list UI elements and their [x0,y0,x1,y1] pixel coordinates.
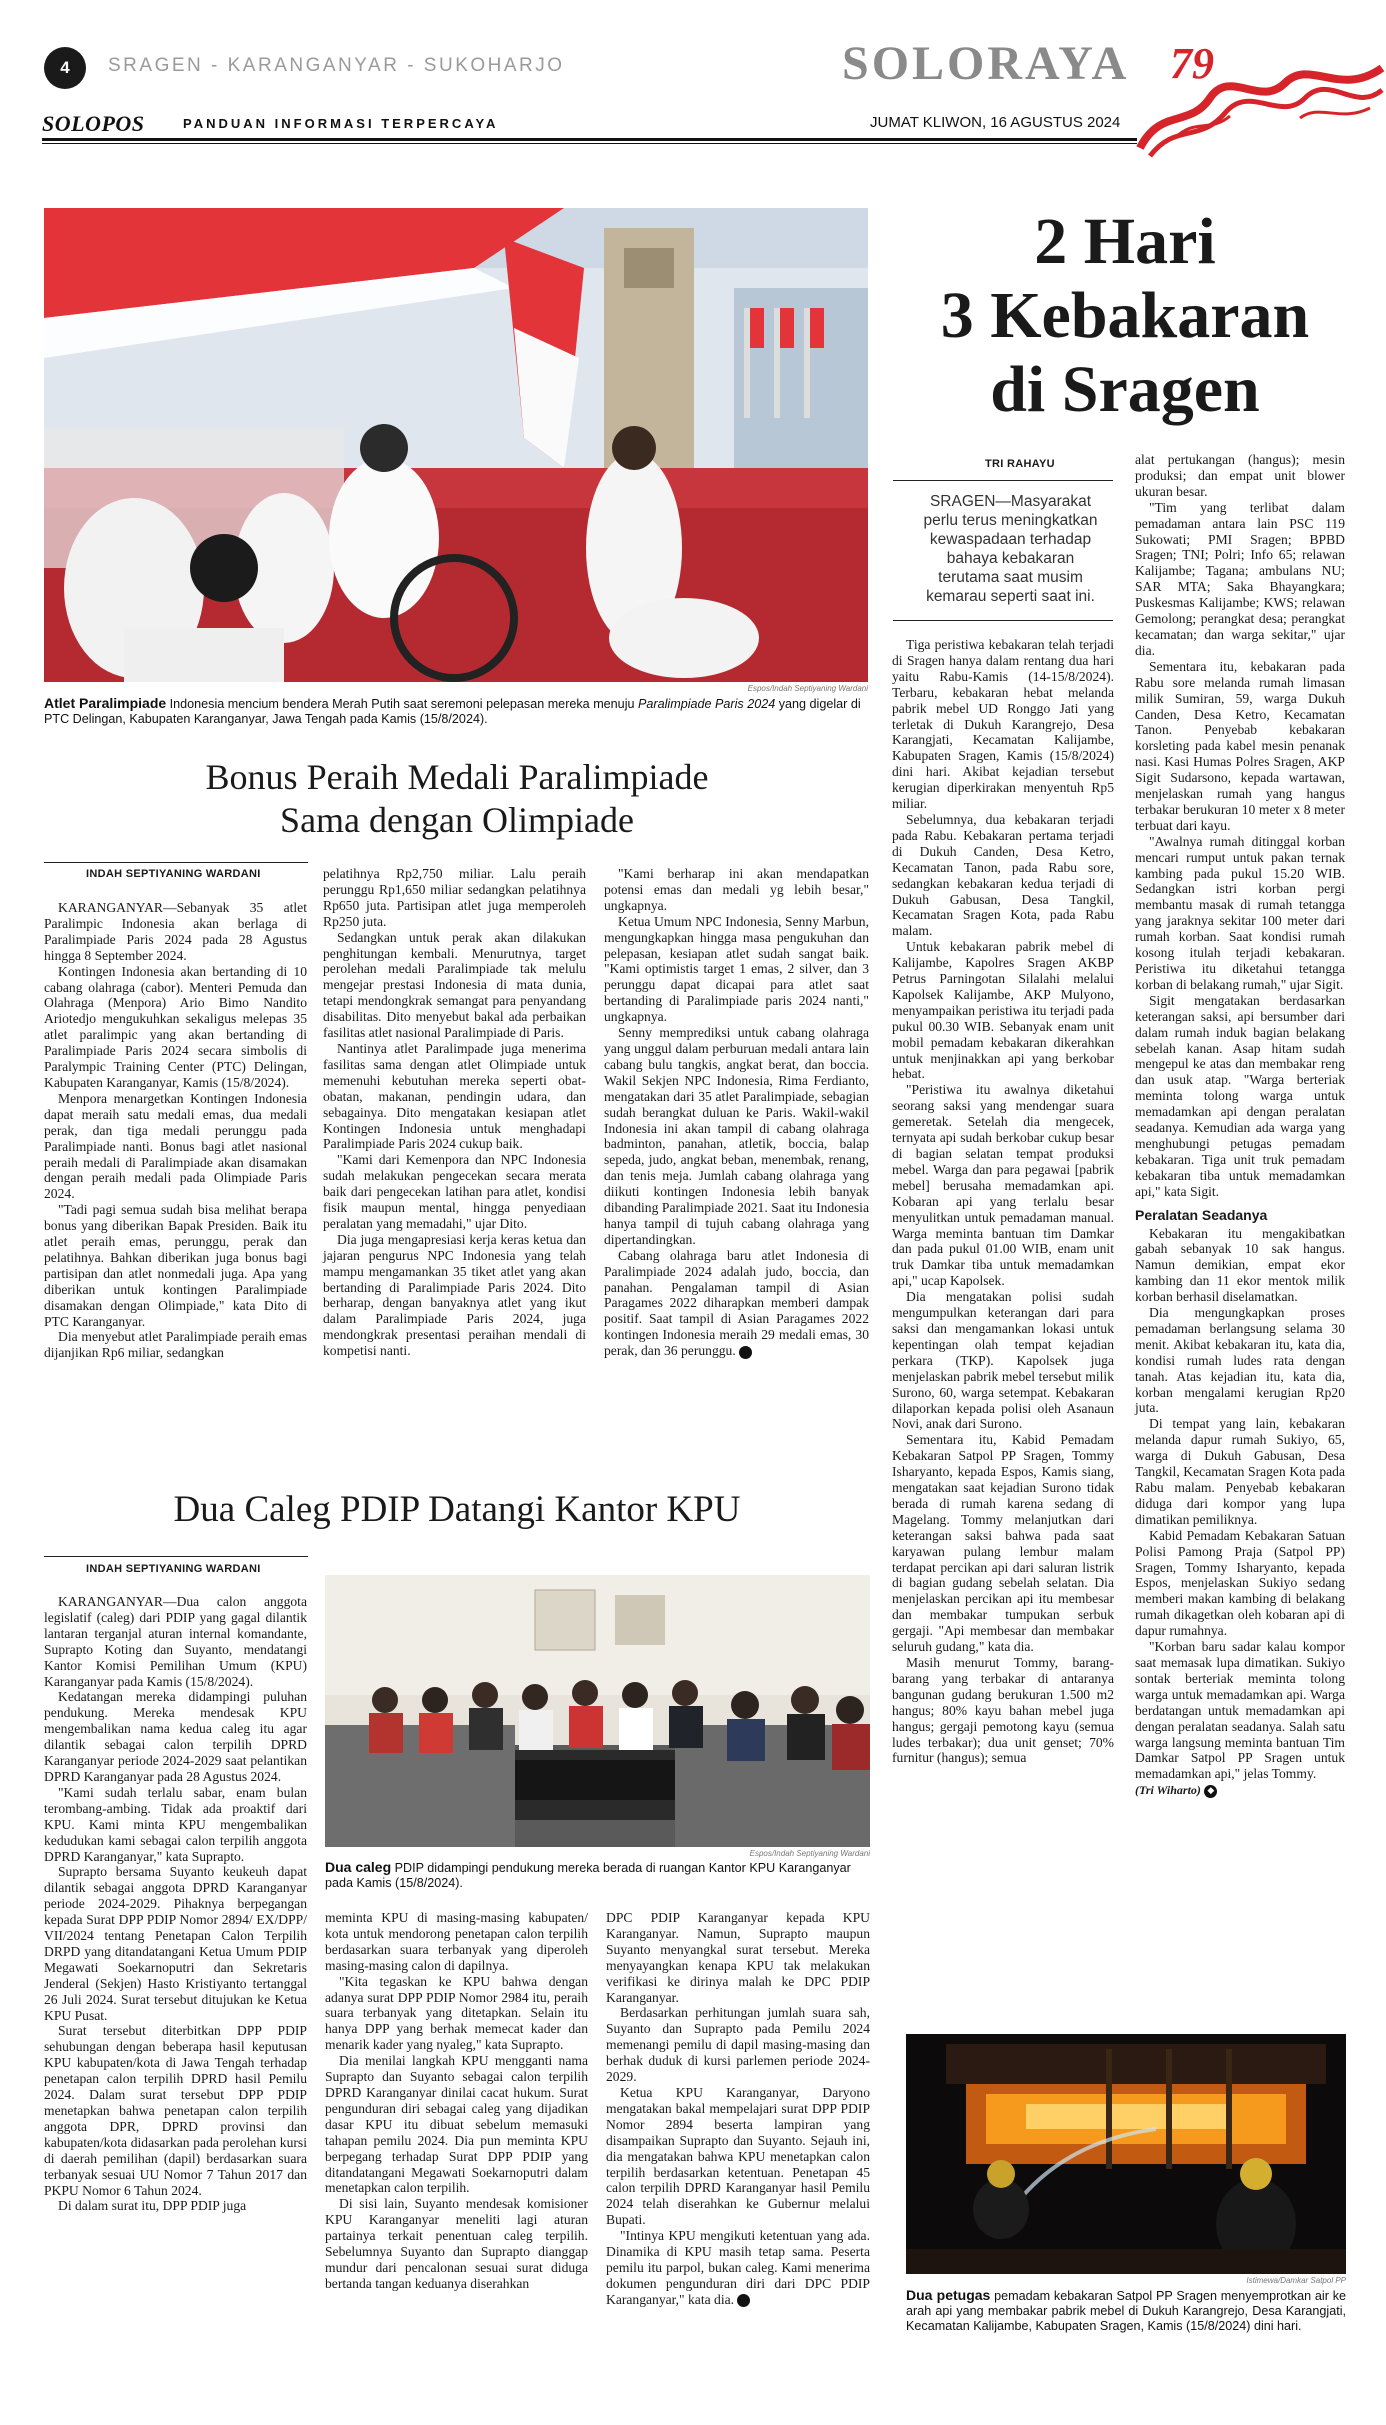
article2-col3 [606,1910,870,2308]
paragraph: KARANGANYAR—Sebanyak 35 atlet Paralimpic Indonesia akan berlaga di Paralimpiade Paris 2024 pada 28 Agustus hingga 8 September 2024. [44,900,307,963]
paragraph: Sedangkan untuk perak akan dilakukan penghitungan kembali. Menurutnya, target perolehan medali Paralimpiade tak melulu mengejar prestasi Indonesia di mata dunia, tetapi mendongkrak semangat para penyandang disabilitas. Dito menyebut bakal ada perbaikan fasilitas atlet nasional Paralimpiade di Paris. [323,929,586,1041]
paragraph: alat pertukangan (hangus); mesin produksi; dan empat unit blower ukuran besar. [1135,452,1345,499]
paragraph: "Peristiwa itu awalnya diketahui seorang saksi yang mendengar suara gemeretak. Setelah dia mengecek, ternyata api sudah berkobar cukup besar di bagian selatan tempat produksi mebel. Warga dan para pegawai [pabrik mebel] berusaha memadamkan api. Kobaran api yang terlalu besar menyulitkan untuk pemadaman manual. Warga meminta bantuan tim Damkar dan pada pukul 01.00 WIB, enam unit truk Damkar tiba untuk memadamkan api," ucap Kapolsek. [892,1082,1114,1289]
end-mark-icon: ◆ [1204,1785,1217,1798]
article1-col1 [44,900,307,1361]
anniversary-number: 79 [1170,39,1214,88]
paragraph: Suprapto bersama Suyanto keukeuh dapat dilantik sebagai anggota DPRD Karanganyar periode 2024-2029. Pihaknya berpegangan kepada Surat DPP PDIP Nomor 2894/ EX/DPP/ VII/2024 tentang Penetapan Calon Terpilih DRPD yang ditandatangani Ketua Umum PDIP Megawati Soekarnoputri dan Sekretaris Jenderal (Sekjen) Hasto Kristiyanto tertanggal 26 Juli 2024. Surat tersebut ditujukan ke Ketua KPU Pusat. [44,1864,307,2023]
photo1-caption-bold: Atlet Paralimpiade [44,695,167,711]
paragraph: Kabid Pemadam Kebakaran Satuan Polisi Pamong Praja (Satpol PP) Sragen, Tommy Isharyanto, kepada Espos, menjelaskan Sukiyo sedang memberi makan kambing di belakang rumah dikagetkan oleh kobaran api di dapur rumahnya. [1135,1527,1345,1639]
paragraph-text: Cabang olahraga baru atlet Indonesia di Paralimpiade 2024 adalah judo, boccia, dan panahan. Pengalaman tampil di Asian Paragames 2022 diharapkan memberi dampak positif. Saat tampil di Asian Paragames 2022 kontingen Indonesia meraih 29 medali emas, 30 perak, dan 36 perunggu. [604,1247,869,1359]
article1-headline-line1: Bonus Peraih Medali Paralimpiade [205,757,709,797]
paralympic-photo [44,208,868,682]
photo1-caption-text: Indonesia mencium bendera Merah Putih saat seremoni pelepasan mereka menuju [166,697,638,711]
paragraph: KARANGANYAR—Dua calon anggota legislatif (caleg) dari PDIP yang gagal dilantik lantaran terganjal aturan internal komandante, Suprapto Koting dan Suyanto, mendatangi Kantor Komisi Pemilihan Umum (KPU) Karanganyar pada Kamis (15/8/2024). [44,1594,307,1689]
paragraph: meminta KPU di masing-masing kabupaten/ kota untuk mendorong penetapan calon terpilih berdasarkan suara terbanyak yang diperoleh masing-masing calon di dapilnya. [325,1910,588,1973]
region-label: SRAGEN - KARANGANYAR - SUKOHARJO [108,55,565,76]
paragraph-text: "Intinya KPU mengikuti ketentuan yang ada. Dinamika di KPU masih tetap sama. Peserta pemilu itu parpol, bukan caleg. Kami menerima dokumen pengunduran diri dari DPC PDIP Karanganyar," kata dia. [606,2228,870,2307]
article3-signoff: (Tri Wiharto) [1135,1783,1201,1798]
header-rule [42,138,1137,141]
article3-headline-line1: 2 Hari [1034,205,1216,278]
photo1-credit: Espos/Indah Septiyaning Wardani [747,684,868,693]
paragraph: Berdasarkan perhitungan jumlah suara sah, Suyanto dan Suprapto pada Pemilu 2024 memenangi pemilu di dapil masing-masing dan berhak duduk di kursi parlemen periode 2024-2029. [606,2005,870,2085]
issue-date: JUMAT KLIWON, 16 AGUSTUS 2024 [870,114,1121,131]
kpu-meeting-photo [325,1575,870,1847]
paragraph: Dia menilai langkah KPU mengganti nama Suprapto dan Suyanto sebagai calon terpilih DPRD Karanganyar dinilai cacat hukum. Surat pengunduran diri sebagai caleg yang dijadikan dasar KPU itu dibuat sebelum memasuki tahapan pemilu 2024. Dia pun meminta KPU berpegang terhadap Surat DPP PDIP yang ditandatangani Megawati Soekarnoputri dalam menetapkan calon terpilih. [325,2053,588,2196]
paragraph: Nantinya atlet Paralimpade juga menerima fasilitas sama dengan atlet Olimpiade untuk memenuhi kebutuhan mereka seperti obat-obatan, makanan, pendingin udara, dan sebagainya. Dito mengatakan kesiapan atlet Kontingen Indonesia untuk menghadapi Paralimpiade Paris 2024 cukup baik. [323,1040,586,1152]
article2-byline-rule [44,1556,308,1557]
paragraph [606,2228,870,2308]
photo1-caption [44,696,870,727]
page-number: 4 [60,58,70,77]
section-title: SOLORAYA [842,37,1130,90]
paragraph: "Tadi pagi semua sudah bisa melihat berapa bonus yang diberikan Bapak Presiden. Baik itu atlet peraih emas, perunggu, perak dan pelatihnya. Bahkan diberikan juga bonus bagi partisipan dan atlet nonmedali juga. Apa yang diberikan untuk kontingen Paralimpiade disamakan dengan Olimpiade," kata Dito di PTC Karanganyar. [44,1202,307,1329]
article1-col3 [604,866,869,1359]
paragraph: Di sisi lain, Suyanto mendesak komisioner KPU Karanganyar meneliti lagi aturan partainya terkait penentuan caleg terpilih. Sebelumnya Suyanto dan Suprapto dianggap mundur dari pencalonan sesuai surat diduga bertanda tangan keduanya diserahkan [325,2196,588,2291]
end-mark-icon: ◆ [737,2294,750,2307]
article3-subhead: Peralatan Seadanya [1135,1206,1268,1223]
article3-headline-line2: 3 Kebakaran [940,279,1310,352]
paragraph: Surat tersebut diterbitkan DPP PDIP sehubungan dengan beberapa hasil keputusan KPU kabupaten/kota di Jawa Tengah terhadap penetapan calon terpilih DPRD hasil Pemilu 2024. Dalam surat tersebut DPP PDIP menetapkan bahwa penetapan calon terpilih anggota DPR, DPRD provinsi dan kabupaten/kota didasarkan pada perolehan kursi di daerah pemilihan (dapil) berdasarkan suara terbanyak sesuai UU Nomor 7 Tahun 2017 dan PKPU Nomor 6 Tahun 2024. [44,2023,307,2198]
article2-col2 [325,1910,588,2292]
paragraph: "Kita tegaskan ke KPU bahwa dengan adanya surat DPP PDIP Nomor 2984 itu, peraih suara terbanyak yang ditetapkan. Selain itu hanya DPP yang berhak memecat kader dan menarik kader yang nyaleg," kata Suprapto. [325,1973,588,2053]
photo2-caption-text: PDIP didampingi pendukung mereka berada di ruangan Kantor KPU Karanganyar pada Kamis (15/8/2024). [325,1861,851,1890]
article3-lead: SRAGEN—Masyarakat perlu terus meningkatkan kewaspadaan terhadap bahaya kebakaran terutama saat musim kemarau seperti saat ini. [923,493,1098,605]
article3-col2 [1135,452,1345,1799]
article3-byline-rule [893,480,1113,481]
paragraph: Ketua Umum NPC Indonesia, Senny Marbun, mengungkapkan hingga masa pengukuhan dan pelepasan, kesiapan atlet sudah sangat baik. "Kami optimistis target 1 emas, 2 silver, dan 3 perunggu dapat dicapai para atlet saat bertanding di Paralimpiade paris 2024 nanti," ungkapnya. [604,913,869,1025]
paragraph: Sementara itu, Kabid Pemadam Kebakaran Satpol PP Sragen, Tommy Isharyanto, kepada Espos, Kamis siang, mengatakan saat kejadian Surono tidak berada di rumah karena sedang di Magelang. Tommy melanjutkan dari keterangan saksi bahwa pada saat karyawan pulang lembur malam terdapat percikan api dari saluran listrik di bagian gudang sebelah selatan. Dia menjelaskan percikan api itu membesar dan membakar tumpukan serbuk gergaji. "Api membesar dan membakar seluruh gudang," kata dia. [892,1432,1114,1655]
paragraph: Menpora menargetkan Kontingen Indonesia dapat meraih satu medali emas, dua medali perak, dan tiga medali perunggu pada Paralimpiade nanti. Bonus bagi atlet nasional peraih medali di Paralimpiade akan disamakan dengan peraih medali pada Olimpiade Paris 2024. [44,1090,307,1202]
photo2-caption [325,1860,870,1891]
paragraph: Kebakaran itu mengakibatkan gabah sebanyak 10 sak hangus. Namun demikian, empat ekor kambing dan 11 ekor mentok milik korban berhasil diselamatkan. [1135,1225,1345,1305]
paragraph: Untuk kebakaran pabrik mebel di Kalijambe, Kapolres Sragen AKBP Petrus Parningotan Silalahi melalui Kapolsek Kalijambe, AKP Mulyono, menyampaikan peristiwa itu terjadi pada pukul 00.30 WIB. Sebanyak enam unit mobil pemadam kebakaran dikerahkan untuk menjinakkan api yang berkobar hebat. [892,939,1114,1082]
paragraph: DPC PDIP Karanganyar kepada KPU Karanganyar. Namun, Suprapto maupun Suyanto menyangkal surat tersebut. Mereka menyayangkan kenapa KPU tak melakukan verifikasi ke dirinya malah ke DPC PDIP Karanganyar. [606,1910,870,2005]
article2-col1 [44,1594,307,2214]
paragraph: Dia mengatakan polisi sudah mengumpulkan keterangan dari para saksi dan mengamankan lokasi untuk kepentingan olah tempat kejadian perkara (TKP). Kapolsek juga menjelaskan pabrik mebel tersebut milik Surono, 60, warga setempat. Kebakaran dilaporkan kepada polisi oleh Asanaun Novi, anak dari Surono. [892,1289,1114,1432]
article1-headline-line2: Sama dengan Olimpiade [280,800,634,840]
paper-logo: SOLOPOS [42,111,145,136]
photo3-caption-text: pemadam kebakaran Satpol PP Sragen menyemprotkan air ke arah api yang membakar pabrik mebel di Dukuh Karangrejo, Desa Karangjati, Kecamatan Kalijambe, Kabupaten Sragen, Kamis (15/8/2024) dini hari. [906,2289,1346,2333]
article3-lead-rule [893,620,1113,621]
article3-byline: TRI RAHAYU [985,458,1055,470]
paragraph: Senny memprediksi untuk cabang olahraga yang unggul dalam perburuan medali antara lain cabang bulu tangkis, angkat berat, dan boccia. Wakil Sekjen NPC Indonesia, Rima Ferdianto, mengatakan dari 35 atlet Paralimpiade, sebagian sudah berangkat duluan ke Paris. Wakil-wakil Indonesia ini akan tampil di cabang olahraga badminton, panahan, atletik, boccia, balap sepeda, judo, angkat beban, menembak, renang, dan tenis meja. Jumlah cabang olahraga yang diikuti kontingen Indonesia lebih banyak dibanding Paralimpiade 2021. Saat itu Indonesia hanya tampil di tujuh cabang olahraga yang dipertandingkan. [604,1025,869,1247]
photo3-caption-bold: Dua petugas [906,2287,991,2303]
paragraph: Kontingen Indonesia akan bertanding di 10 cabang olahraga (cabor). Menteri Pemuda dan Olahraga (Menpora) Ario Bimo Nandito Ariotedjo mengukuhkan sekaligus melepas 35 atlet paralimpic yang akan bertanding di Paralimpiade Paris 2024 secara simbolis di Paralympic Training Center (PTC) Delingan, Kabupaten Karanganyar, Kamis (15/8/2024). [44,963,307,1090]
paragraph: "Korban baru sadar kalau kompor saat memasak lupa dimatikan. Sukiyo sontak berteriak meminta tolong warga untuk memadamkan api. Warga berdatangan untuk memadamkan api dengan peralatan seadanya. Salah satu warga langsung meminta bantuan Tim Damkar Satpol PP Sragen untuk memadamkan api," jelas Tommy. [1135,1639,1345,1782]
article2-headline: Dua Caleg PDIP Datangi Kantor KPU [173,1489,741,1530]
paragraph: Di dalam surat itu, DPP PDIP juga [58,2198,247,2214]
paragraph: pelatihnya Rp2,750 miliar. Lalu peraih perunggu Rp1,650 miliar sedangkan pelatihnya Rp650 juta. Partisipan atlet juga memperoleh Rp250 juta. [323,866,586,929]
photo1-caption-em: Paralimpiade Paris 2024 [638,697,776,711]
paragraph: Dia mengungkapkan proses pemadaman berlangsung selama 30 menit. Akibat kebakaran itu, kata dia, kondisi rumah ludes rata dengan tanah. Atas kejadian itu, kata dia, korban mengalami kerugian Rp20 juta. [1135,1305,1345,1416]
paragraph: "Kami berharap ini akan mendapatkan potensi emas dan medali yg lebih besar," ungkapnya. [604,866,869,913]
paragraph: Masih menurut Tommy, barang-barang yang terbakar di antaranya bangunan gudang berukuran 1.500 m2 hangus; 80% kayu bahan mebel juga hangus; gergaji pemotong kayu (semua ludes terbakar); dua unit genset; 70% furnitur (hangus); semua [892,1655,1114,1766]
paragraph: "Awalnya rumah ditinggal korban mencari rumput untuk pakan ternak kambing pada pukul 15.20 WIB. Sedangkan istri korban pergi membantu masak di rumah tetangga yang jaraknya sekitar 100 meter dari rumah korban. Saat kondisi rumah kosong itulah terjadi kebakaran. Peristiwa itu diketahui tetangga korban di belakang rumah," ujar Sigit. [1135,833,1345,992]
article3-headline-line3: di Sragen [990,353,1260,426]
article3-headline [895,205,1355,427]
fire-photo [906,2034,1346,2274]
article1-byline-rule [44,862,308,863]
photo3-credit: Istimewa/Damkar Satpol PP [1246,2276,1346,2285]
paragraph: Sementara itu, kebakaran pada Rabu sore melanda rumah limasan milik Sumiran, 59, warga Dukuh Canden, Desa Ketro, Kecamatan Tanon. Penyebab kebakaran korsleting pada kabel mesin penanak nasi. Kasi Humas Polres Sragen, AKP Sigit Sudarsono, kepada wartawan, menjelaskan rumah yang hangus terbakar berukuran 10 meter x 8 meter terbuat dari kayu. [1135,658,1345,833]
page-number-badge [44,47,86,89]
article1-headline [44,756,870,842]
paragraph: "Kami dari Kemenpora dan NPC Indonesia sudah melakukan pengecekan secara merata baik dari pengecekan latihan para atlet, kondisi fisik maupun mental, hingga penyediaan peralatan yang memadahi," ujar Dito. [323,1152,586,1231]
photo3-caption [906,2288,1346,2334]
paragraph: "Kami sudah terlalu sabar, enam bulan terombang-ambing. Tidak ada proaktif dari KPU. Kami minta KPU mengembalikan kedudukan kami sebagai calon terpilih anggota DPRD Karanganyar," kata Suprapto. [44,1784,307,1864]
article3-col1 [892,637,1114,1766]
paragraph: Di tempat yang lain, kebakaran melanda dapur rumah Sukiyo, 65, warga di Dukuh Gabusan, Desa Tangkil, Kecamatan Sragen Kota pada Rabu malam. Penyebab kebakaran diduga dari kompor yang lupa dimatikan pemiliknya. [1135,1416,1345,1527]
paragraph: Sigit mengatakan berdasarkan keterangan saksi, api bersumber dari dalam rumah induk bagian belakang sebelah kanan. Asap hitam sudah mengepul ke atas dan membakar reng dan usuk atap. "Warga berteriak meminta tolong warga untuk memadamkan api dengan peralatan seadanya. Kemudian ada warga yang menghubungi petugas pemadam kebakaran. Tiga unit truk pemadam kebakaran tiba untuk memadamkan api," kata Sigit. [1135,992,1345,1199]
header-rule-thin [42,143,1137,144]
end-mark-icon: ◆ [739,1346,752,1359]
paragraph: Kedatangan mereka didampingi puluhan pendukung. Mereka mendesak KPU mengembalikan nama kedua caleg itu agar dilantik sebagai calon terpilih DPRD Karanganyar periode 2024-2029 saat pelantikan DPRD Karanganyar pada 28 Agustus 2024. [44,1689,307,1784]
article1-col2 [323,866,586,1359]
photo2-credit: Espos/Indah Septiyaning Wardani [749,1849,870,1858]
paragraph [604,1248,869,1359]
paragraph: Dia juga mengapresiasi kerja keras ketua dan jajaran pengurus NPC Indonesia yang telah mampu mengamankan 35 tiket atlet yang akan bertanding di Paralimpiade Paris 2024. Dito berharap, dengan banyaknya atlet yang ikut dalam Paralimpiade Paris 2024, juga mendongkrak presentasi peraihan mendali di kompetisi nanti. [323,1231,586,1359]
paragraph: Ketua KPU Karanganyar, Daryono mengatakan bakal mempelajari surat DPP PDIP Nomor 2894 beserta lampiran yang disampaikan Suprapto dan Suyanto. Sejauh ini, dia mengatakan bahwa KPU menetapkan calon terpilih berdasarkan ketentuan. Penetapan 45 calon terpilih DPRD Karanganyar hasil Pemilu 2024 telah diserahkan ke Gubernur melalui Bupati. [606,2084,870,2228]
paragraph: Dia menyebut atlet Paralimpiade peraih emas dijanjikan Rp6 miliar, sedangkan [44,1329,307,1361]
signoff-line [1135,1782,1345,1799]
photo2-caption-bold: Dua caleg [325,1859,392,1875]
paper-tagline: PANDUAN INFORMASI TERPERCAYA [183,116,499,131]
article2-byline: INDAH SEPTIYANING WARDANI [86,1563,261,1575]
paragraph: Tiga peristiwa kebakaran telah terjadi di Sragen hanya dalam rentang dua hari yaitu Rabu-Kamis (14-15/8/2024). Terbaru, kebakaran hebat melanda pabrik mebel UD Ronggo Jati yang terletak di Dukuh Karangrejo, Desa Karangjati, Kecamatan Kalijambe, Kabupaten Sragen, Kamis (15/8/2024) dini hari. Akibat kejadian tersebut kerugian diperkirakan menyentuh Rp5 miliar. [892,637,1114,812]
paragraph: "Tim yang terlibat dalam pemadaman antara lain PSC 119 Sukowati; PMI Sragen; BPBD Sragen; TNI; Polri; Info 65; relawan Kalijambe; Tagana; ambulans NU; SAR MTA; Saka Bhayangkara; Puskesmas Kalijambe; KWS; relawan Gemolong; perangkat desa; perangkat kecamatan; dan warga sekitar," ujar dia. [1135,499,1345,658]
paragraph: Sebelumnya, dua kebakaran terjadi pada Rabu. Kebakaran pertama terjadi di Dukuh Canden, Desa Ketro, Kecamatan Tanon, pada Rabu sore, sedangkan kebakaran kedua terjadi di Dukuh Gabusan, Desa Tangkil, Kecamatan Sragen Kota, pada Rabu malam. [892,811,1114,939]
photo1-caption-text2: yang digelar di PTC Delingan, Kabupaten Karanganyar, Jawa Tengah pada Kamis (15/8/2024). [44,697,861,726]
anniversary-logo [1120,28,1386,158]
article1-byline: INDAH SEPTIYANING WARDANI [86,868,261,880]
